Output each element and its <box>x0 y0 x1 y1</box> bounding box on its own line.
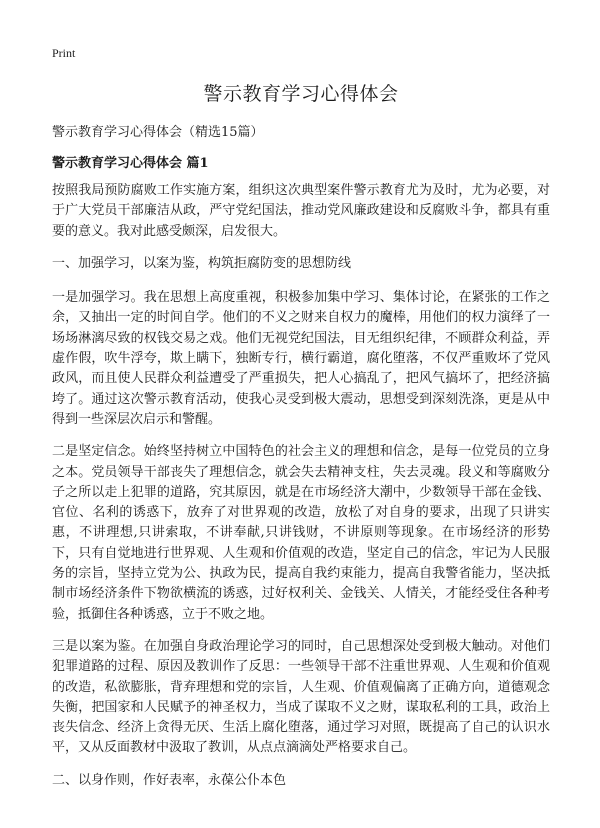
document-body <box>52 181 550 805</box>
paragraph-intro: 按照我局预防腐败工作实施方案，组织这次典型案件警示教育尤为及时，尤为必要，对于广大党员干部廉洁从政，严守党纪国法，推动党风廉政建设和反腐败斗争，都具有重要的意义。我对此感受颇深，启发很大。 <box>52 183 550 239</box>
section-title: 警示教育学习心得体会 篇1 <box>52 156 209 171</box>
paragraph-belief: 二是坚定信念。始终坚持树立中国特色的社会主义的理想和信念，是每一位党员的立身之本。党员领导干部丧失了理想信念，就会失去精神支柱，失去灵魂。段义和等腐败分子之所以走上犯罪的道路，究其原因，就是在市场经济大潮中，少数领导干部在金钱、官位、名利的诱惑下，放弃了对世界观的改造，放松了对自身的要求，出现了只讲实惠，不讲理想,只讲索取，不讲奉献,只讲钱财，不讲原则等现象。在市场经济的形势下，只有自觉地进行世界观、人生观和价值观的改造，坚定自己的信念，牢记为人民服务的宗旨，坚持立党为公、执政为民，提高自我约束能力，提高自我警省能力，坚决抵制市场经济条件下物欲横流的诱惑，过好权利关、金钱关、人情关，才能经受住各种考验，抵御住各种诱惑，立于不败之地。 <box>52 444 550 622</box>
print-link[interactable]: Print <box>52 46 76 60</box>
section-heading-2: 二、以身作则，作好表率，永葆公仆本色 <box>52 772 287 788</box>
section-heading-1: 一、加强学习，以案为鉴，构筑拒腐防变的思想防线 <box>52 255 352 271</box>
document-subtitle: 警示教育学习心得体会（精选15篇） <box>52 125 264 140</box>
page-title: 警示教育学习心得体会 <box>203 83 399 105</box>
paragraph-study: 一是加强学习。我在思想上高度重视，积极参加集中学习、集体讨论，在紧张的工作之余，又抽出一定的时间自学。他们的不义之财来自权力的魔棒，用他们的权力演绎了一场场淋漓尽致的权钱交易之戏。他们无视党纪国法，目无组织纪律，不顾群众利益，弄虚作假，吹牛浮夸，欺上瞒下，独断专行，横行霸道，腐化堕落，不仅严重败坏了党风政风，而且使人民群众利益遭受了严重损失，把人心搞乱了，把风气搞坏了，把经济搞垮了。通过这次警示教育活动，使我心灵受到极大震动，思想受到深刻洗涤，更是从中得到一些深层次启示和警醒。 <box>52 290 550 427</box>
paragraph-lesson: 三是以案为鉴。在加强自身政治理论学习的同时，自己思想深处受到极大触动。对他们犯罪道路的过程、原因及教训作了反思：一些领导干部不注重世界观、人生观和价值观的改造，私欲膨胀，背弃理想和党的宗旨，人生观、价值观偏离了正确方向，道德观念失衡，把国家和人民赋予的神圣权力，当成了谋取不义之财，谋取私利的工具，政治上丧失信念、经济上贪得无厌、生活上腐化堕落，通过学习对照，既提高了自己的认识水平，又从反面教材中汲取了教训，从点点滴滴处严格要求自己。 <box>52 638 550 756</box>
